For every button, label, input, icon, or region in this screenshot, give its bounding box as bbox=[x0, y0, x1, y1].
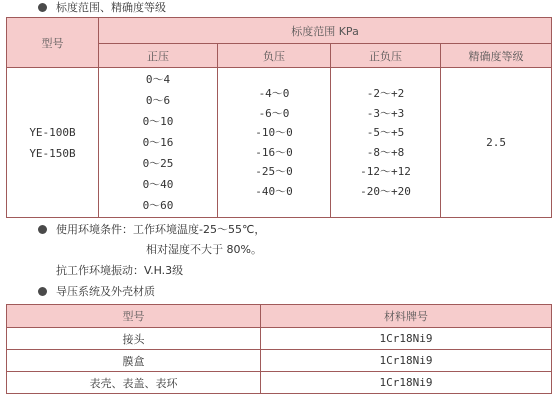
range-value: 0～10 bbox=[142, 115, 174, 128]
section-title: 标度范围、精确度等级 bbox=[56, 1, 166, 14]
bullet-icon bbox=[38, 225, 47, 234]
conditions-line-2: 相对湿度不大于 80%。 bbox=[146, 243, 262, 256]
range-value: -25～0 bbox=[255, 165, 293, 178]
posneg-cell bbox=[331, 68, 441, 218]
part-name: 膜盒 bbox=[7, 350, 261, 372]
material-value: 1Cr18Ni9 bbox=[261, 350, 552, 372]
header-posneg: 正负压 bbox=[331, 44, 441, 68]
range-value: -5～+5 bbox=[366, 126, 405, 139]
table-row bbox=[7, 372, 552, 394]
range-value: -40～0 bbox=[255, 184, 293, 198]
header-positive: 正压 bbox=[99, 44, 218, 68]
range-value: -20～+20 bbox=[360, 184, 411, 198]
material-value: 1Cr18Ni9 bbox=[261, 372, 552, 394]
range-value: 0～25 bbox=[142, 157, 174, 170]
range-value: -10～0 bbox=[255, 126, 293, 139]
range-value: -8～+8 bbox=[366, 145, 405, 159]
range-value: -16～0 bbox=[255, 145, 293, 159]
table-row bbox=[7, 350, 552, 372]
accuracy-cell: 2.5 bbox=[441, 68, 552, 218]
header-range: 标度范围 KPa bbox=[99, 18, 552, 44]
positive-cell bbox=[99, 68, 218, 218]
range-value: -12～+12 bbox=[360, 165, 411, 178]
model-name: YE-150B bbox=[29, 146, 76, 160]
negative-cell bbox=[218, 68, 331, 218]
conditions-text: 使用环境条件：工作环境温度-25～55℃， bbox=[56, 223, 266, 236]
header-negative: 负压 bbox=[218, 44, 331, 68]
conditions-line-1 bbox=[38, 222, 265, 238]
model-cell bbox=[7, 68, 99, 218]
part-name: 表壳、表盖、表环 bbox=[7, 372, 261, 394]
conditions-line-3: 抗工作环境振动：V.H.3级 bbox=[56, 264, 184, 277]
header-model: 型号 bbox=[7, 305, 261, 328]
range-value: -3～+3 bbox=[366, 106, 405, 120]
range-value: 0～40 bbox=[142, 178, 174, 191]
header-material: 材料牌号 bbox=[261, 305, 552, 328]
material-table bbox=[6, 304, 552, 394]
section-title: 导压系统及外壳材质 bbox=[56, 285, 155, 298]
range-value: -2～+2 bbox=[366, 87, 405, 100]
bullet-icon bbox=[38, 3, 47, 12]
range-value: -6～0 bbox=[258, 106, 290, 120]
range-value: 0～4 bbox=[145, 73, 171, 86]
range-value: 0～16 bbox=[142, 136, 174, 149]
range-value: 0～6 bbox=[145, 94, 171, 107]
material-value: 1Cr18Ni9 bbox=[261, 328, 552, 350]
range-value: -4～0 bbox=[258, 87, 290, 100]
section-heading-material bbox=[38, 284, 155, 300]
table-row bbox=[7, 328, 552, 350]
section-heading-range bbox=[38, 0, 166, 16]
model-name: YE-100B bbox=[29, 125, 76, 139]
range-table bbox=[6, 17, 552, 218]
bullet-icon bbox=[38, 287, 47, 296]
range-value: 0～60 bbox=[142, 199, 174, 212]
part-name: 接头 bbox=[7, 328, 261, 350]
header-accuracy: 精确度等级 bbox=[441, 44, 552, 68]
header-model: 型号 bbox=[7, 18, 99, 68]
